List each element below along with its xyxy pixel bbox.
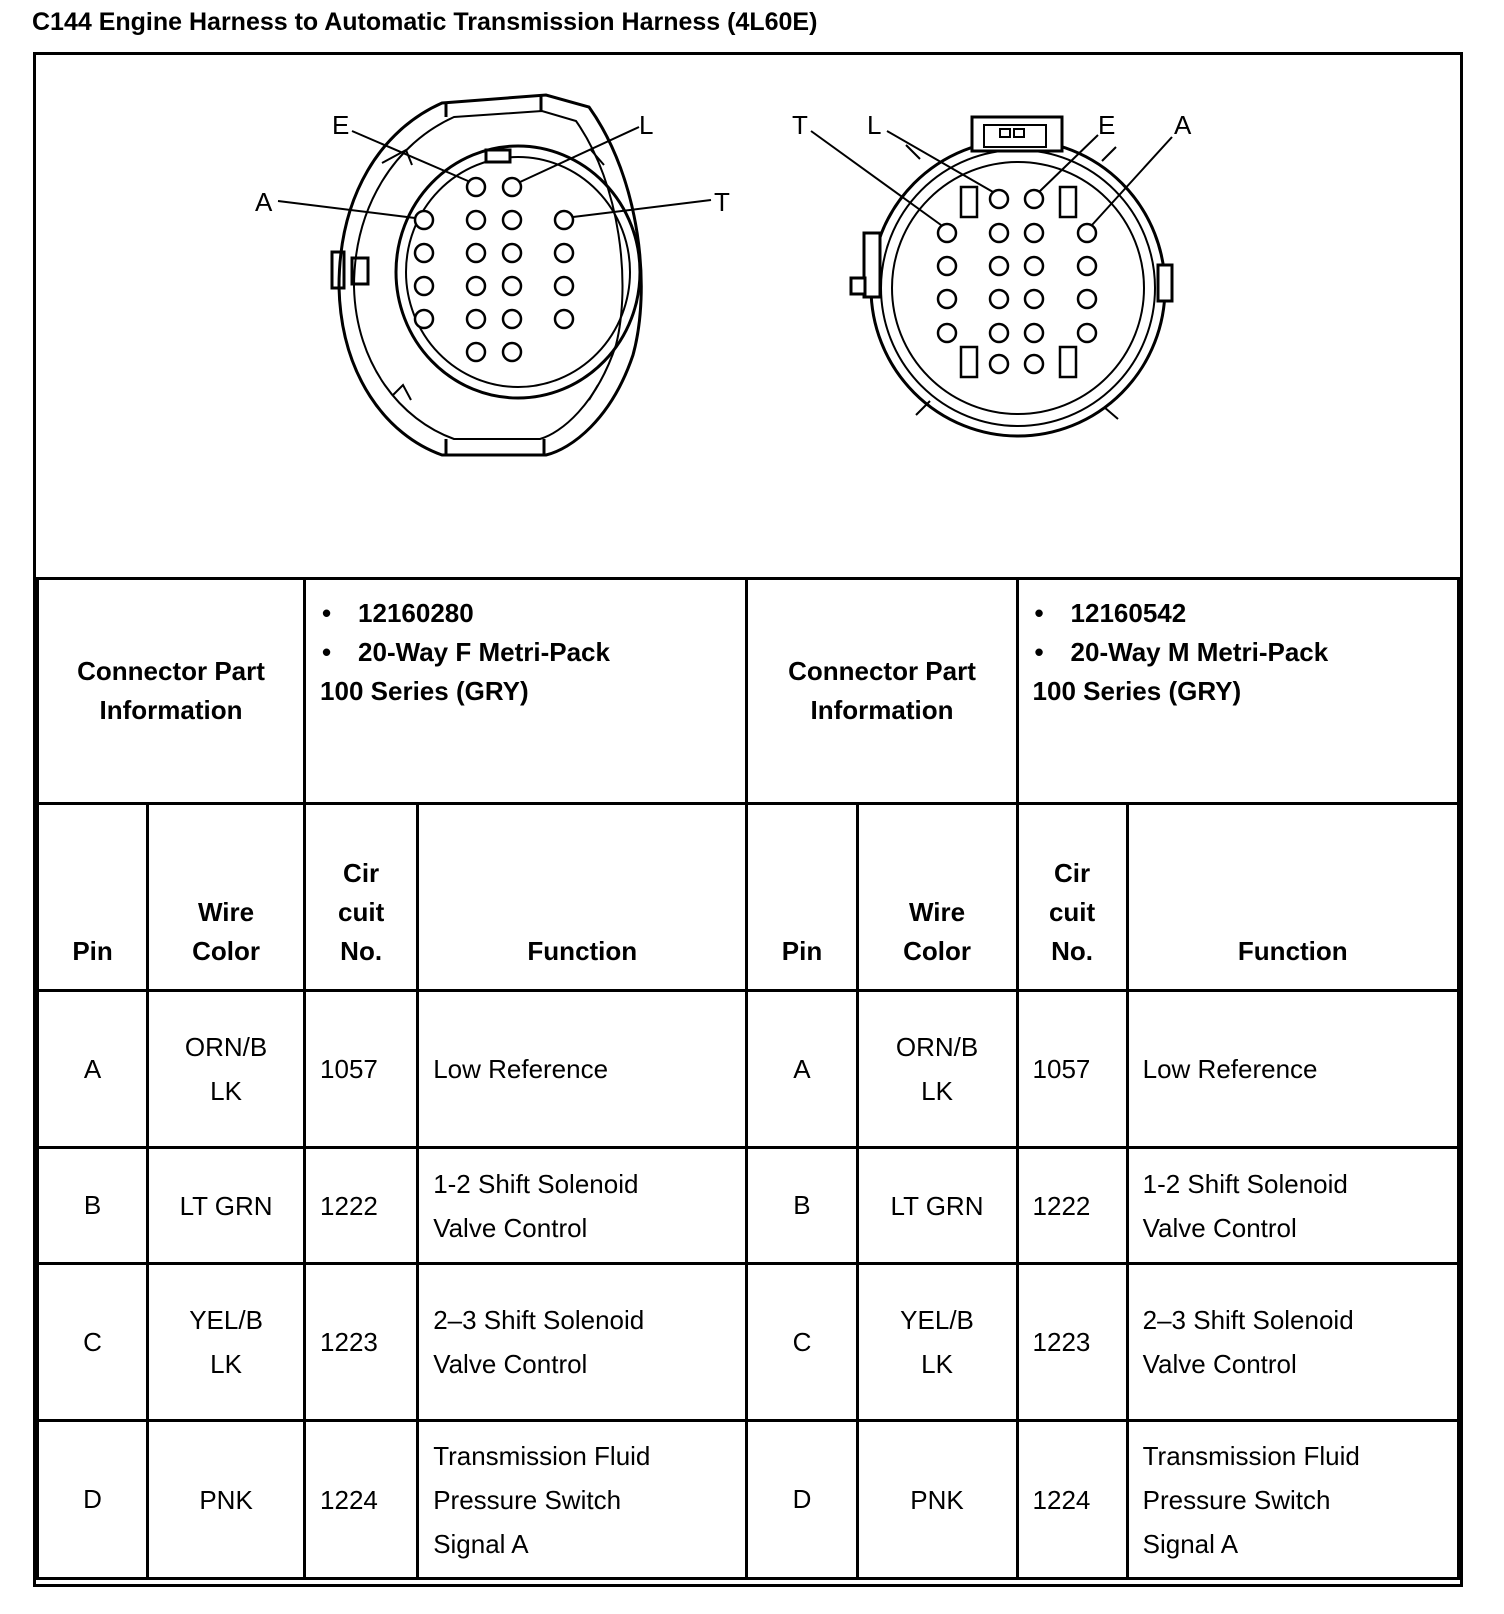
circuit-cell: 1057 bbox=[305, 991, 418, 1148]
connector-type: • 20-Way M Metri-Pack bbox=[1033, 633, 1443, 672]
pin-cavity bbox=[467, 244, 485, 262]
column-header-function: Function bbox=[1127, 804, 1458, 991]
pin-cavity bbox=[1025, 290, 1043, 308]
pin-cavity bbox=[415, 310, 433, 328]
pin-cavity bbox=[1025, 224, 1043, 242]
polarizing-key bbox=[1060, 187, 1076, 217]
pin-cavity bbox=[555, 277, 573, 295]
pin-cavity bbox=[1078, 224, 1096, 242]
connector-series: 100 Series (GRY) bbox=[320, 676, 529, 706]
pin-cavity bbox=[938, 257, 956, 275]
female-label-l: L bbox=[639, 110, 654, 140]
connector-series: 100 Series (GRY) bbox=[1032, 676, 1242, 706]
pin-cavity bbox=[503, 244, 521, 262]
pin-cell: D bbox=[747, 1421, 857, 1579]
pin-cavity bbox=[555, 211, 573, 229]
pin-cavity bbox=[467, 211, 485, 229]
column-header-pin: Pin bbox=[747, 804, 857, 991]
circuit-cell: 1057 bbox=[1017, 991, 1127, 1148]
circuit-cell: 1224 bbox=[1017, 1421, 1127, 1579]
female-label-t: T bbox=[714, 187, 730, 217]
pin-cavity bbox=[555, 244, 573, 262]
pin-cavity bbox=[503, 211, 521, 229]
function-cell: 2–3 Shift Solenoid Valve Control bbox=[1127, 1264, 1458, 1421]
table-row bbox=[38, 1264, 1459, 1421]
pin-cavity bbox=[1025, 324, 1043, 342]
wire-color-cell: ORN/B LK bbox=[148, 991, 305, 1148]
connector-diagram-area bbox=[36, 55, 1460, 580]
wire-color-cell: ORN/B LK bbox=[857, 991, 1017, 1148]
pin-cavity bbox=[415, 211, 433, 229]
polarizing-key bbox=[961, 347, 977, 377]
column-header-circuit: Cir cuit No. bbox=[1017, 804, 1127, 991]
pin-cavity bbox=[1025, 257, 1043, 275]
pin-cell: C bbox=[747, 1264, 857, 1421]
pin-cavity bbox=[1025, 355, 1043, 373]
circuit-cell: 1222 bbox=[1017, 1148, 1127, 1264]
column-header-function: Function bbox=[418, 804, 747, 991]
pin-cavity bbox=[1078, 324, 1096, 342]
wire-color-cell: LT GRN bbox=[857, 1148, 1017, 1264]
connector-table-frame bbox=[33, 52, 1463, 1587]
circuit-cell: 1223 bbox=[305, 1264, 418, 1421]
column-header-wire-color: Wire Color bbox=[148, 804, 305, 991]
male-label-l: L bbox=[867, 110, 882, 140]
pin-cavity bbox=[467, 310, 485, 328]
connector-info-row bbox=[38, 579, 1459, 804]
pin-cell: A bbox=[747, 991, 857, 1148]
column-header-row bbox=[38, 804, 1459, 991]
function-cell: Low Reference bbox=[1127, 991, 1458, 1148]
pin-cavity bbox=[415, 277, 433, 295]
wire-color-cell: LT GRN bbox=[148, 1148, 305, 1264]
male-connector-face bbox=[851, 117, 1172, 436]
pin-cavity bbox=[990, 257, 1008, 275]
circuit-cell: 1222 bbox=[305, 1148, 418, 1264]
function-cell: Transmission Fluid Pressure Switch Signal A bbox=[418, 1421, 747, 1579]
function-cell: Low Reference bbox=[418, 991, 747, 1148]
pin-cell: A bbox=[38, 991, 148, 1148]
column-header-circuit: Cir cuit No. bbox=[305, 804, 418, 991]
pin-cavity bbox=[503, 178, 521, 196]
circuit-cell: 1223 bbox=[1017, 1264, 1127, 1421]
pin-cavity bbox=[990, 190, 1008, 208]
female-label-a: A bbox=[255, 187, 273, 217]
wire-color-cell: YEL/B LK bbox=[857, 1264, 1017, 1421]
polarizing-key bbox=[961, 187, 977, 217]
pinout-table bbox=[36, 577, 1460, 1580]
pin-cavity bbox=[1078, 290, 1096, 308]
pin-cavity bbox=[467, 178, 485, 196]
page-title: C144 Engine Harness to Automatic Transmission Harness (4L60E) bbox=[32, 8, 818, 36]
pin-cavity bbox=[938, 324, 956, 342]
pin-cell: B bbox=[38, 1148, 148, 1264]
female-label-e: E bbox=[332, 110, 350, 140]
connector-type: • 20-Way F Metri-Pack bbox=[320, 633, 731, 672]
connector-info-value-male bbox=[1017, 579, 1458, 804]
pin-cavity bbox=[467, 277, 485, 295]
pin-cavity bbox=[990, 324, 1008, 342]
connector-info-label-female: Connector Part Information bbox=[38, 579, 305, 804]
male-label-t: T bbox=[792, 110, 808, 140]
pin-cell: B bbox=[747, 1148, 857, 1264]
circuit-cell: 1224 bbox=[305, 1421, 418, 1579]
female-leader-lines bbox=[278, 127, 711, 218]
column-header-wire-color: Wire Color bbox=[857, 804, 1017, 991]
pin-cavity bbox=[938, 290, 956, 308]
wire-color-cell: PNK bbox=[857, 1421, 1017, 1579]
connector-info-value-female bbox=[305, 579, 747, 804]
pin-cavity bbox=[503, 277, 521, 295]
table-row bbox=[38, 1148, 1459, 1264]
pin-cavity bbox=[503, 343, 521, 361]
function-cell: Transmission Fluid Pressure Switch Signal A bbox=[1127, 1421, 1458, 1579]
pin-cavity bbox=[990, 290, 1008, 308]
pin-cavity bbox=[1078, 257, 1096, 275]
pin-cavity bbox=[990, 355, 1008, 373]
part-number: • 12160542 bbox=[1033, 594, 1443, 633]
male-label-e: E bbox=[1098, 110, 1116, 140]
pin-cell: D bbox=[38, 1421, 148, 1579]
function-cell: 1-2 Shift Solenoid Valve Control bbox=[1127, 1148, 1458, 1264]
pin-cavity bbox=[415, 244, 433, 262]
connector-info-label-male: Connector Part Information bbox=[747, 579, 1017, 804]
pin-cavity bbox=[1025, 190, 1043, 208]
part-number: • 12160280 bbox=[320, 594, 731, 633]
female-connector-face bbox=[332, 95, 641, 455]
polarizing-key bbox=[1060, 347, 1076, 377]
male-pin-cavities bbox=[938, 187, 1096, 377]
function-cell: 2–3 Shift Solenoid Valve Control bbox=[418, 1264, 747, 1421]
pin-cell: C bbox=[38, 1264, 148, 1421]
pin-cavity bbox=[503, 310, 521, 328]
pin-cavity bbox=[990, 224, 1008, 242]
female-pin-cavities bbox=[415, 178, 573, 361]
wire-color-cell: PNK bbox=[148, 1421, 305, 1579]
connector-diagram bbox=[36, 55, 1460, 577]
table-row bbox=[38, 1421, 1459, 1579]
function-cell: 1-2 Shift Solenoid Valve Control bbox=[418, 1148, 747, 1264]
pin-cavity bbox=[938, 224, 956, 242]
wire-color-cell: YEL/B LK bbox=[148, 1264, 305, 1421]
pin-cavity bbox=[467, 343, 485, 361]
male-label-a: A bbox=[1174, 110, 1192, 140]
pin-cavity bbox=[555, 310, 573, 328]
table-row bbox=[38, 991, 1459, 1148]
column-header-pin: Pin bbox=[38, 804, 148, 991]
